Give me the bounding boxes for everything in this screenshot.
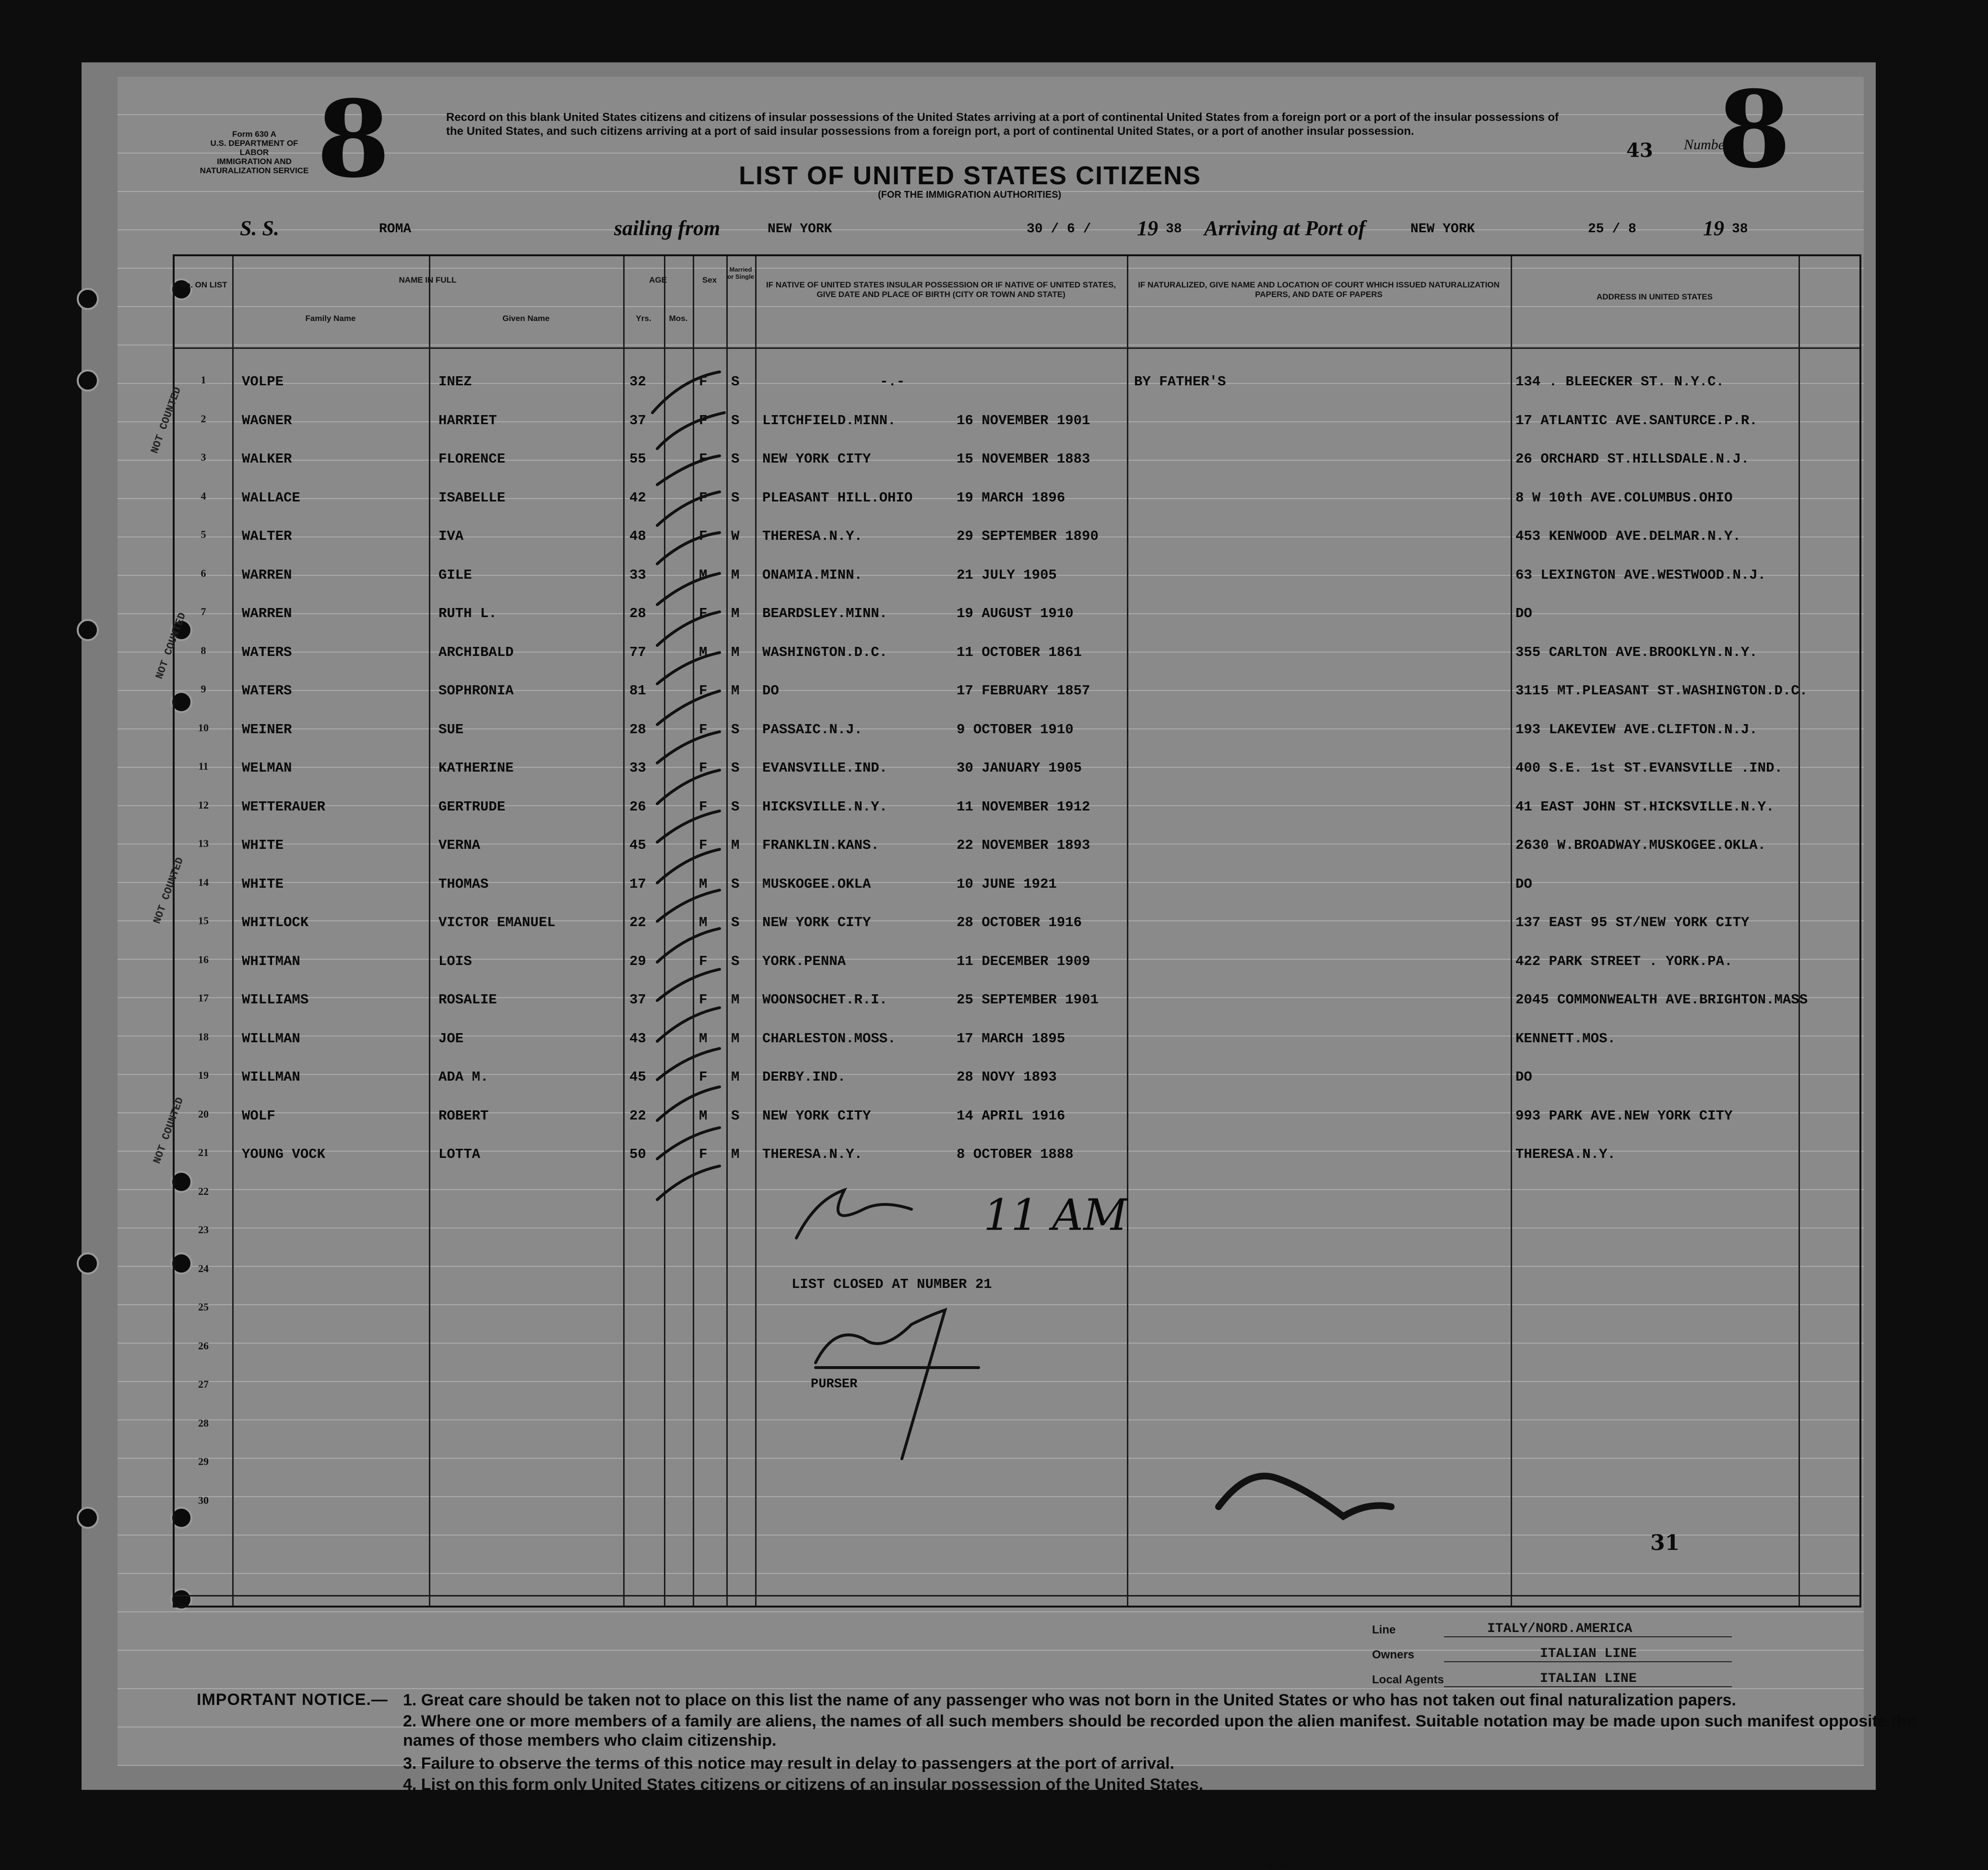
ship-name: ROMA [379, 222, 412, 237]
cell-ms: S [731, 412, 740, 429]
cell-given: JOE [438, 1030, 464, 1047]
cell-addr: 2630 W.BROADWAY.MUSKOGEE.OKLA. [1515, 837, 1766, 853]
cell-family: WILLIAMS [242, 992, 309, 1008]
cell-sex: M [699, 876, 708, 892]
cell-age: 22 [629, 1108, 646, 1124]
cell-given: FLORENCE [438, 451, 506, 467]
cell-date: 16 NOVEMBER 1901 [957, 412, 1090, 429]
cell-date: 14 APRIL 1916 [957, 1108, 1065, 1124]
cell-addr: 355 CARLTON AVE.BROOKLYN.N.Y. [1515, 644, 1758, 660]
form-instruction: Record on this blank United States citizens and citizens of insular possessions of the United States arriving at a port of continental United States from a foreign port or a port of the insular possessions of the United States, and such citizens arriving at a port of said insular possessions from a foreign port, a port of continental United States, or a port of another insular possession. [446, 111, 1559, 138]
cell-given: HARRIET [438, 412, 497, 429]
cell-addr: 26 ORCHARD ST.HILLSDALE.N.J. [1515, 451, 1750, 467]
line-label: Line [1372, 1623, 1396, 1636]
cell-sex: F [699, 1146, 708, 1162]
cell-family: WARREN [242, 567, 292, 583]
cell-sex: M [699, 1108, 708, 1124]
cell-sex: M [699, 644, 708, 660]
cell-family: WHITMAN [242, 953, 300, 969]
cell-addr: DO [1515, 606, 1532, 621]
cell-given: KATHERINE [438, 760, 514, 776]
cell-given: VICTOR EMANUEL [438, 915, 556, 930]
row-number: 13 [198, 837, 209, 849]
list-number-large: 8 [1717, 67, 1791, 191]
cell-sex: M [699, 915, 708, 930]
cell-date: 9 OCTOBER 1910 [957, 721, 1074, 738]
cell-ms: S [731, 489, 740, 506]
cell-date: 8 OCTOBER 1888 [957, 1146, 1074, 1162]
cell-given: GILE [438, 567, 472, 583]
cell-addr: KENNETT.MOS. [1515, 1030, 1616, 1047]
cell-age: 42 [629, 489, 646, 506]
notice-item: 3. Failure to observe the terms of this notice may result in delay to passengers at the port of arrival. [403, 1754, 1174, 1773]
header-family-name: Family Name [305, 314, 356, 323]
cell-date: 19 MARCH 1896 [957, 489, 1065, 506]
header-months: Mos. [669, 314, 688, 323]
cell-ms: S [731, 876, 740, 892]
cell-place: HICKSVILLE.N.Y. [762, 798, 888, 815]
cell-age: 28 [629, 606, 646, 621]
cell-place: THERESA.N.Y. [762, 528, 863, 544]
cell-age: 55 [629, 451, 646, 467]
form-title: LIST OF UNITED STATES CITIZENS [739, 161, 1201, 190]
cell-date: 17 MARCH 1895 [957, 1030, 1065, 1047]
notice-heading: IMPORTANT NOTICE.— [197, 1691, 388, 1709]
cell-given: ADA M. [438, 1069, 489, 1085]
agents-label: Local Agents [1372, 1673, 1444, 1686]
cell-nat: BY FATHER'S [1134, 374, 1226, 390]
ss-label: S. S. [240, 216, 279, 240]
row-number: 17 [198, 992, 209, 1004]
cell-sex: F [699, 451, 708, 467]
owners-label: Owners [1372, 1648, 1415, 1661]
cell-age: 50 [629, 1146, 646, 1162]
cell-family: VOLPE [242, 374, 284, 390]
cell-family: WELMAN [242, 760, 292, 776]
sailing-label: sailing from [614, 216, 721, 240]
arriving-label: Arriving at Port of [1204, 216, 1366, 240]
cell-place: WASHINGTON.D.C. [762, 644, 888, 660]
cell-ms: M [731, 1030, 740, 1047]
cell-age: 22 [629, 915, 646, 930]
cell-ms: M [731, 644, 740, 660]
header-given-name: Given Name [502, 314, 550, 323]
cell-given: LOIS [438, 953, 472, 969]
cell-addr: 41 EAST JOHN ST.HICKSVILLE.N.Y. [1515, 798, 1775, 815]
cell-sex: F [699, 374, 708, 390]
cell-addr: DO [1515, 1069, 1532, 1085]
arrive-date: 25 / 8 [1588, 222, 1636, 237]
cell-place: THERESA.N.Y. [762, 1146, 863, 1162]
cell-family: WARREN [242, 606, 292, 621]
cell-family: YOUNG VOCK [242, 1146, 326, 1162]
cell-date: 11 DECEMBER 1909 [957, 953, 1090, 969]
row-number: 24 [198, 1262, 209, 1274]
cell-addr: 993 PARK AVE.NEW YORK CITY [1515, 1108, 1733, 1124]
cell-ms: S [731, 953, 740, 969]
header-years: Yrs. [636, 314, 651, 323]
row-number: 8 [201, 644, 206, 656]
cell-age: 32 [629, 374, 646, 390]
cell-addr: THERESA.N.Y. [1515, 1146, 1616, 1162]
header-birth: IF NATIVE OF UNITED STATES INSULAR POSSESSION OR IF NATIVE OF UNITED STATES, GIVE DATE AND PLACE OF BIRTH (CITY OR TOWN AND STATE) [766, 280, 1116, 299]
corner-number: 43 [1626, 139, 1653, 162]
row-number: 18 [198, 1030, 209, 1043]
cell-sex: F [699, 1069, 708, 1085]
row-number: 14 [198, 876, 209, 888]
cell-addr: 8 W 10th AVE.COLUMBUS.OHIO [1515, 489, 1733, 506]
cell-age: 29 [629, 953, 646, 969]
cell-ms: M [731, 1069, 740, 1085]
notice-item: 4. List on this form only United States citizens or citizens of an insular possession of the United States. [403, 1775, 1204, 1794]
cell-given: INEZ [438, 374, 472, 390]
cell-given: THOMAS [438, 876, 489, 892]
not-counted-stamp: NOT COUNTED [151, 856, 187, 926]
cell-given: SUE [438, 721, 464, 738]
cell-ms: S [731, 451, 740, 467]
cell-age: 45 [629, 1069, 646, 1085]
cell-addr: 137 EAST 95 ST/NEW YORK CITY [1515, 915, 1750, 930]
cell-place: NEW YORK CITY [762, 915, 871, 930]
header-name-in-full: NAME IN FULL [399, 275, 457, 285]
cell-given: ROBERT [438, 1108, 489, 1124]
cell-sex: F [699, 528, 708, 544]
cell-addr: 17 ATLANTIC AVE.SANTURCE.P.R. [1515, 412, 1758, 429]
cell-date: 17 FEBRUARY 1857 [957, 683, 1090, 699]
row-number: 1 [201, 374, 206, 386]
cell-place: EVANSVILLE.IND. [762, 760, 888, 776]
depart-date: 30 / 6 / [1027, 222, 1091, 237]
cell-place: CHARLESTON.MOSS. [762, 1030, 896, 1047]
cell-given: ROSALIE [438, 992, 497, 1008]
cell-ms: S [731, 915, 740, 930]
cell-family: WHITE [242, 876, 284, 892]
cell-place: BEARDSLEY.MINN. [762, 606, 888, 621]
cell-sex: F [699, 412, 708, 429]
cell-age: 26 [629, 798, 646, 815]
header-age: AGE [649, 275, 667, 285]
cell-addr: 3115 MT.PLEASANT ST.WASHINGTON.D.C. [1515, 683, 1808, 699]
cell-given: SOPHRONIA [438, 683, 514, 699]
row-number: 16 [198, 953, 209, 965]
row-number: 9 [201, 683, 206, 695]
header-no-on-list: No. ON LIST [179, 280, 227, 289]
row-number: 15 [198, 915, 209, 927]
cell-date: 28 NOVY 1893 [957, 1069, 1057, 1085]
cell-date: 21 JULY 1905 [957, 567, 1057, 583]
row-number: 6 [201, 567, 206, 579]
row-number: 19 [198, 1069, 209, 1081]
cell-place: PLEASANT HILL.OHIO [762, 489, 913, 506]
cell-sex: F [699, 721, 708, 738]
cell-place: NEW YORK CITY [762, 451, 871, 467]
cell-ms: M [731, 837, 740, 853]
cell-sex: F [699, 606, 708, 621]
cell-place: YORK.PENNA [762, 953, 846, 969]
cell-family: WHITE [242, 837, 284, 853]
cell-family: WEINER [242, 721, 292, 738]
line-row [1372, 1620, 1737, 1644]
cell-age: 17 [629, 876, 646, 892]
from-port: NEW YORK [768, 222, 832, 237]
cell-sex: F [699, 992, 708, 1008]
cell-addr: 63 LEXINGTON AVE.WESTWOOD.N.J. [1515, 567, 1766, 583]
cell-addr: 193 LAKEVIEW AVE.CLIFTON.N.J. [1515, 721, 1758, 738]
cell-sex: F [699, 489, 708, 506]
cell-sex: F [699, 798, 708, 815]
cell-place: -.- [880, 374, 905, 390]
cell-sex: M [699, 567, 708, 583]
cell-given: GERTRUDE [438, 798, 506, 815]
cell-place: DERBY.IND. [762, 1069, 846, 1085]
row-number: 27 [198, 1378, 209, 1390]
cell-age: 77 [629, 644, 646, 660]
row-number: 25 [198, 1301, 209, 1313]
cell-age: 33 [629, 567, 646, 583]
cell-ms: S [731, 721, 740, 738]
row-number: 26 [198, 1339, 209, 1352]
cell-family: WOLF [242, 1108, 275, 1124]
cell-sex: F [699, 683, 708, 699]
arrive-year-prefix: 19 [1703, 216, 1724, 240]
cell-age: 37 [629, 412, 646, 429]
cell-addr: 2045 COMMONWEALTH AVE.BRIGHTON.MASS [1515, 992, 1808, 1008]
cell-ms: S [731, 374, 740, 390]
cell-ms: M [731, 606, 740, 621]
cell-family: WAGNER [242, 412, 292, 429]
row-number: 3 [201, 451, 206, 463]
cell-given: LOTTA [438, 1146, 481, 1162]
header-naturalized: IF NATURALIZED, GIVE NAME AND LOCATION OF COURT WHICH ISSUED NATURALIZATION PAPERS, AND DATE OF PAPERS [1138, 280, 1500, 299]
row-number: 12 [198, 798, 209, 811]
row-number: 10 [198, 721, 209, 734]
row-number: 4 [201, 489, 206, 502]
cell-sex: F [699, 837, 708, 853]
cell-age: 43 [629, 1030, 646, 1047]
cell-ms: S [731, 1108, 740, 1124]
cell-date: 11 NOVEMBER 1912 [957, 798, 1090, 815]
cell-place: NEW YORK CITY [762, 1108, 871, 1124]
arrive-year: 38 [1732, 222, 1748, 237]
cell-date: 29 SEPTEMBER 1890 [957, 528, 1099, 544]
cell-given: ARCHIBALD [438, 644, 514, 660]
cell-addr: 134 . BLEECKER ST. N.Y.C. [1515, 374, 1725, 390]
cell-age: 28 [629, 721, 646, 738]
not-counted-stamp: NOT COUNTED [149, 385, 184, 455]
cell-sex: F [699, 760, 708, 776]
cell-ms: W [731, 528, 740, 544]
cell-addr: 422 PARK STREET . YORK.PA. [1515, 953, 1733, 969]
number-label: Number [1684, 137, 1730, 153]
notice-item: 1. Great care should be taken not to place on this list the name of any passenger who was not born in the United States or who has not taken out final naturalization papers. [403, 1691, 1737, 1709]
row-number: 5 [201, 528, 206, 540]
page-number: 31 [1650, 1531, 1680, 1555]
row-number: 21 [198, 1146, 209, 1158]
header-married-single: Married or Single [727, 266, 754, 280]
time-annotation: 11 AM [983, 1190, 1128, 1240]
cell-family: WATERS [242, 683, 292, 699]
cell-place: DO [762, 683, 779, 699]
row-number: 7 [201, 606, 206, 618]
row-number: 20 [198, 1108, 209, 1120]
form-identifier: Form 630 A U.S. DEPARTMENT OF LABOR IMMIGRATION AND NATURALIZATION SERVICE [200, 130, 309, 175]
not-counted-stamp: NOT COUNTED [154, 611, 189, 681]
row-number: 28 [198, 1417, 209, 1429]
cell-place: PASSAIC.N.J. [762, 721, 863, 738]
owners-row [1372, 1644, 1737, 1669]
not-counted-stamp: NOT COUNTED [151, 1096, 187, 1166]
cell-sex: F [699, 953, 708, 969]
cell-family: WILLMAN [242, 1030, 300, 1047]
cell-ms: M [731, 683, 740, 699]
cell-date: 19 AUGUST 1910 [957, 606, 1074, 621]
header-sex: Sex [702, 275, 717, 285]
cell-addr: 400 S.E. 1st ST.EVANSVILLE .IND. [1515, 760, 1783, 776]
cell-addr: 453 KENWOOD AVE.DELMAR.N.Y. [1515, 528, 1741, 544]
row-number: 11 [198, 760, 209, 772]
cell-place: FRANKLIN.KANS. [762, 837, 879, 853]
cell-ms: M [731, 1146, 740, 1162]
cell-date: 11 OCTOBER 1861 [957, 644, 1082, 660]
cell-given: IVA [438, 528, 464, 544]
cell-family: WILLMAN [242, 1069, 300, 1085]
notice-item: 2. Where one or more members of a family are aliens, the names of all such members should be recorded upon the alien manifest. Suitable notation may be made upon such manifest opposite the names of those members who claim citizenship. [403, 1712, 1916, 1750]
shipping-line-info [1372, 1620, 1737, 1694]
cell-place: WOONSOCHET.R.I. [762, 992, 888, 1008]
form-code: 14—314 [1266, 1863, 1289, 1870]
cell-ms: S [731, 798, 740, 815]
cell-place: LITCHFIELD.MINN. [762, 412, 896, 429]
cell-addr: DO [1515, 876, 1532, 892]
cell-ms: M [731, 992, 740, 1008]
cell-given: VERNA [438, 837, 481, 853]
cell-family: WATERS [242, 644, 292, 660]
cell-age: 33 [629, 760, 646, 776]
owners-value: ITALIAN LINE [1444, 1646, 1732, 1662]
cell-family: WALKER [242, 451, 292, 467]
cell-date: 25 SEPTEMBER 1901 [957, 992, 1099, 1008]
agents-value: ITALIAN LINE [1444, 1671, 1732, 1687]
row-number: 23 [198, 1224, 209, 1236]
cell-place: ONAMIA.MINN. [762, 567, 863, 583]
cell-age: 48 [629, 528, 646, 544]
row-number: 29 [198, 1455, 209, 1467]
cell-date: 28 OCTOBER 1916 [957, 915, 1082, 930]
cell-age: 81 [629, 683, 646, 699]
line-value: ITALY/NORD.AMERICA [1444, 1621, 1732, 1637]
cell-family: WHITLOCK [242, 915, 309, 930]
purser-label: PURSER [811, 1377, 858, 1392]
cell-ms: S [731, 760, 740, 776]
list-closed-note: LIST CLOSED AT NUMBER 21 [792, 1276, 992, 1292]
cell-date: 30 JANUARY 1905 [957, 760, 1082, 776]
header-address: ADDRESS IN UNITED STATES [1596, 292, 1713, 301]
cell-ms: M [731, 567, 740, 583]
cell-given: RUTH L. [438, 606, 497, 621]
cell-date: 22 NOVEMBER 1893 [957, 837, 1090, 853]
to-port: NEW YORK [1410, 222, 1475, 237]
depart-year: 38 [1166, 222, 1182, 237]
cell-age: 37 [629, 992, 646, 1008]
cell-family: WALTER [242, 528, 292, 544]
cell-place: MUSKOGEE.OKLA [762, 876, 871, 892]
cell-age: 45 [629, 837, 646, 853]
row-number: 2 [201, 412, 206, 425]
form-subtitle: (FOR THE IMMIGRATION AUTHORITIES) [878, 190, 1062, 200]
cell-sex: M [699, 1030, 708, 1047]
cell-date: 10 JUNE 1921 [957, 876, 1057, 892]
cell-family: WALLACE [242, 489, 300, 506]
cell-date: 15 NOVEMBER 1883 [957, 451, 1090, 467]
depart-year-prefix: 19 [1137, 216, 1158, 240]
page-number-large: 8 [317, 77, 390, 201]
row-number: 30 [198, 1494, 209, 1506]
row-number: 22 [198, 1185, 209, 1197]
cell-family: WETTERAUER [242, 798, 326, 815]
cell-given: ISABELLE [438, 489, 506, 506]
